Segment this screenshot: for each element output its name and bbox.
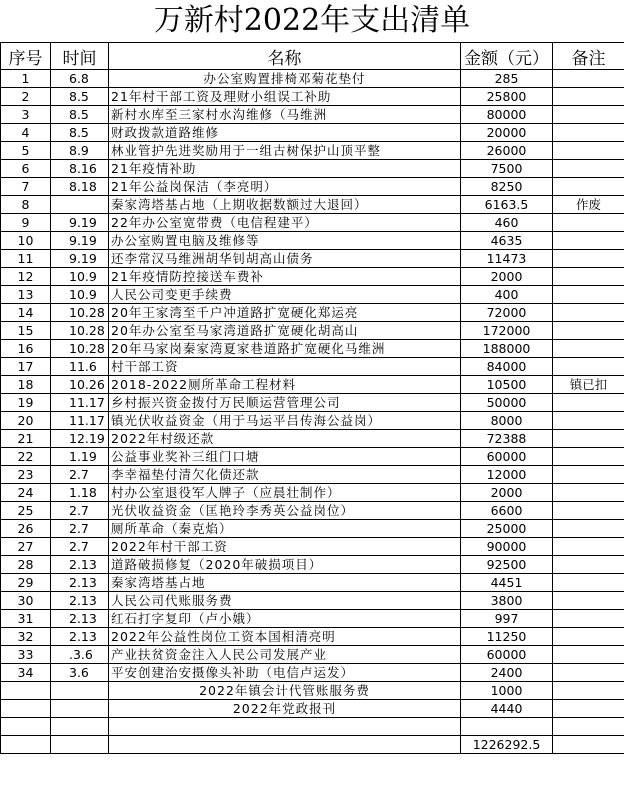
cell-amount: 460 (461, 214, 553, 232)
cell-name: 镇光伏收益资金（用于马运平吕传海公益岗） (109, 412, 461, 430)
cell-no: 7 (1, 178, 51, 196)
cell-date (51, 718, 109, 736)
cell-note (553, 520, 624, 538)
cell-no: 1 (1, 70, 51, 88)
cell-note: 镇已扣 (553, 376, 624, 394)
cell-amount: 6163.5 (461, 196, 553, 214)
cell-name: 产业扶贫资金注入人民公司发展产业 (109, 646, 461, 664)
cell-name: 20年马家岗秦家湾夏家巷道路扩宽硬化马维洲 (109, 340, 461, 358)
cell-note (553, 394, 624, 412)
cell-amount: 8000 (461, 412, 553, 430)
cell-no: 13 (1, 286, 51, 304)
header-no: 序号 (1, 43, 51, 70)
table-row (1, 394, 624, 412)
cell-note (553, 556, 624, 574)
cell-name: 21年村干部工资及理财小组误工补助 (109, 88, 461, 106)
cell-amount: 400 (461, 286, 553, 304)
cell-no: 6 (1, 160, 51, 178)
cell-no (1, 736, 51, 754)
table-row (1, 232, 624, 250)
table-row (1, 592, 624, 610)
cell-name: 公益事业奖补三组门口塘 (109, 448, 461, 466)
cell-note (553, 88, 624, 106)
cell-amount: 1000 (461, 682, 553, 700)
cell-no: 20 (1, 412, 51, 430)
cell-name: 红石打字复印（卢小娥） (109, 610, 461, 628)
table-row (1, 448, 624, 466)
table-row (1, 268, 624, 286)
cell-amount: 90000 (461, 538, 553, 556)
cell-name: 平安创建治安摄像头补助（电信卢运发） (109, 664, 461, 682)
cell-no: 30 (1, 592, 51, 610)
cell-no: 22 (1, 448, 51, 466)
cell-date: 2.13 (51, 628, 109, 646)
table-row (1, 664, 624, 682)
cell-name (109, 718, 461, 736)
cell-date: 3.6 (51, 664, 109, 682)
cell-no: 10 (1, 232, 51, 250)
cell-date: 1.19 (51, 448, 109, 466)
cell-date: 6.8 (51, 70, 109, 88)
cell-note (553, 538, 624, 556)
cell-amount: 60000 (461, 448, 553, 466)
cell-note (553, 250, 624, 268)
cell-date: 8.5 (51, 124, 109, 142)
cell-amount: 2000 (461, 268, 553, 286)
table-row (1, 340, 624, 358)
cell-date: 10.9 (51, 286, 109, 304)
cell-date: 9.19 (51, 232, 109, 250)
cell-no: 26 (1, 520, 51, 538)
table-row (1, 412, 624, 430)
table-row (1, 322, 624, 340)
header-name: 名称 (109, 43, 461, 70)
cell-no: 17 (1, 358, 51, 376)
cell-amount: 4440 (461, 700, 553, 718)
cell-note (553, 70, 624, 88)
cell-name: 村办公室退役军人牌子（应晨壮制作） (109, 484, 461, 502)
cell-no: 11 (1, 250, 51, 268)
cell-name: 村干部工资 (109, 358, 461, 376)
cell-amount: 3800 (461, 592, 553, 610)
cell-name: 林业管护先进奖励用于一组古树保护山顶平整 (109, 142, 461, 160)
table-row (1, 124, 624, 142)
cell-note (553, 268, 624, 286)
table-row (1, 376, 624, 394)
cell-date: 8.18 (51, 178, 109, 196)
cell-name: 办公室购置排椅邓菊花垫付 (109, 70, 461, 88)
cell-note: 作废 (553, 196, 624, 214)
cell-note (553, 448, 624, 466)
cell-name: 2022年村干部工资 (109, 538, 461, 556)
table-row (1, 430, 624, 448)
cell-no: 27 (1, 538, 51, 556)
table-row (1, 466, 624, 484)
cell-note (553, 592, 624, 610)
cell-no: 5 (1, 142, 51, 160)
cell-amount: 12000 (461, 466, 553, 484)
cell-date: 2.13 (51, 610, 109, 628)
page-title: 万新村2022年支出清单 (153, 3, 471, 38)
cell-amount: 2000 (461, 484, 553, 502)
cell-no: 34 (1, 664, 51, 682)
cell-date (51, 700, 109, 718)
table-row (1, 304, 624, 322)
cell-date: 10.28 (51, 322, 109, 340)
cell-amount: 8250 (461, 178, 553, 196)
cell-name: 秦家湾塔基占地（上期收据数额过大退回） (109, 196, 461, 214)
cell-no: 25 (1, 502, 51, 520)
cell-note (553, 232, 624, 250)
cell-name: 21年疫情补助 (109, 160, 461, 178)
cell-amount: 188000 (461, 340, 553, 358)
cell-note (553, 718, 624, 736)
cell-date: 12.19 (51, 430, 109, 448)
expense-table (0, 42, 624, 754)
table-row (1, 106, 624, 124)
table-row (1, 628, 624, 646)
table-row (1, 574, 624, 592)
table-row (1, 214, 624, 232)
cell-name: 2022年党政报刊 (109, 700, 461, 718)
cell-amount: 92500 (461, 556, 553, 574)
table-row (1, 250, 624, 268)
cell-amount: 80000 (461, 106, 553, 124)
cell-no: 28 (1, 556, 51, 574)
cell-date: 2.7 (51, 466, 109, 484)
cell-name: 光伏收益资金（匡艳玲李秀英公益岗位） (109, 502, 461, 520)
cell-amount: 11473 (461, 250, 553, 268)
cell-date: 10.28 (51, 304, 109, 322)
cell-note (553, 178, 624, 196)
cell-name: 办公室购置电脑及维修等 (109, 232, 461, 250)
cell-name: 22年办公室宽带费（电信程建平） (109, 214, 461, 232)
table-row (1, 286, 624, 304)
cell-name: 道路破损修复（2020年破损项目） (109, 556, 461, 574)
cell-date: 10.26 (51, 376, 109, 394)
cell-date: 2.7 (51, 520, 109, 538)
cell-no: 18 (1, 376, 51, 394)
table-row (1, 88, 624, 106)
cell-name: 2022年镇会计代管账服务费 (109, 682, 461, 700)
cell-name: 新村水库至三家村水沟维修（马维洲 (109, 106, 461, 124)
cell-date: 1.18 (51, 484, 109, 502)
cell-date: 9.19 (51, 214, 109, 232)
cell-no: 14 (1, 304, 51, 322)
cell-note (553, 160, 624, 178)
cell-note (553, 430, 624, 448)
cell-name: 2022年公益性岗位工资本国相清亮明 (109, 628, 461, 646)
table-row (1, 700, 624, 718)
cell-name: 人民公司变更手续费 (109, 286, 461, 304)
cell-amount: 72388 (461, 430, 553, 448)
table-row (1, 358, 624, 376)
cell-note (553, 358, 624, 376)
cell-no: 24 (1, 484, 51, 502)
cell-no: 2 (1, 88, 51, 106)
cell-no: 23 (1, 466, 51, 484)
cell-no (1, 700, 51, 718)
cell-no: 33 (1, 646, 51, 664)
cell-amount: 2400 (461, 664, 553, 682)
cell-date (51, 682, 109, 700)
cell-name: 21年公益岗保洁（李亮明） (109, 178, 461, 196)
cell-note (553, 682, 624, 700)
cell-date: 11.6 (51, 358, 109, 376)
cell-name: 李幸福垫付清欠化债还款 (109, 466, 461, 484)
cell-note (553, 664, 624, 682)
cell-note (553, 322, 624, 340)
cell-date: 2.13 (51, 574, 109, 592)
cell-note (553, 574, 624, 592)
cell-no (1, 682, 51, 700)
cell-name: 秦家湾塔基占地 (109, 574, 461, 592)
cell-no: 19 (1, 394, 51, 412)
cell-date: .3.6 (51, 646, 109, 664)
cell-date: 2.7 (51, 538, 109, 556)
cell-note (553, 412, 624, 430)
cell-amount: 4635 (461, 232, 553, 250)
cell-note (553, 466, 624, 484)
cell-note (553, 628, 624, 646)
cell-amount: 25800 (461, 88, 553, 106)
cell-no: 32 (1, 628, 51, 646)
table-row (1, 196, 624, 214)
cell-amount: 7500 (461, 160, 553, 178)
table-row (1, 556, 624, 574)
cell-no (1, 718, 51, 736)
cell-date: 8.9 (51, 142, 109, 160)
header-amount: 金额（元） (461, 43, 553, 70)
cell-amount (461, 718, 553, 736)
cell-name: 20年王家湾至千户冲道路扩宽硬化郑运亮 (109, 304, 461, 322)
cell-amount: 11250 (461, 628, 553, 646)
table-row (1, 610, 624, 628)
cell-amount: 997 (461, 610, 553, 628)
cell-note (553, 286, 624, 304)
cell-note (553, 700, 624, 718)
cell-amount: 285 (461, 70, 553, 88)
cell-note (553, 610, 624, 628)
table-row (1, 538, 624, 556)
cell-amount: 84000 (461, 358, 553, 376)
table-row (1, 502, 624, 520)
cell-name: 还李常汉马维洲胡华钊胡高山债务 (109, 250, 461, 268)
cell-no: 4 (1, 124, 51, 142)
cell-no: 12 (1, 268, 51, 286)
cell-no: 21 (1, 430, 51, 448)
cell-name: 20年办公室至马家湾道路扩宽硬化胡高山 (109, 322, 461, 340)
table-row (1, 484, 624, 502)
cell-note (553, 214, 624, 232)
cell-amount: 20000 (461, 124, 553, 142)
cell-date: 10.9 (51, 268, 109, 286)
cell-note (553, 646, 624, 664)
cell-date: 8.5 (51, 88, 109, 106)
cell-amount: 50000 (461, 394, 553, 412)
cell-note (553, 736, 624, 754)
cell-name: 21年疫情防控接送车费补 (109, 268, 461, 286)
cell-amount: 25000 (461, 520, 553, 538)
table-row (1, 718, 624, 736)
cell-date: 9.19 (51, 250, 109, 268)
cell-date (51, 196, 109, 214)
cell-no: 29 (1, 574, 51, 592)
cell-amount: 4451 (461, 574, 553, 592)
cell-date: 8.5 (51, 106, 109, 124)
cell-date: 11.17 (51, 394, 109, 412)
cell-amount: 1226292.5 (461, 736, 553, 754)
header-row (1, 43, 624, 70)
table-row (1, 736, 624, 754)
cell-amount: 6600 (461, 502, 553, 520)
cell-amount: 10500 (461, 376, 553, 394)
table-row (1, 70, 624, 88)
cell-no: 3 (1, 106, 51, 124)
cell-amount: 26000 (461, 142, 553, 160)
cell-amount: 172000 (461, 322, 553, 340)
cell-date: 2.13 (51, 592, 109, 610)
cell-note (553, 124, 624, 142)
table-row (1, 682, 624, 700)
cell-no: 9 (1, 214, 51, 232)
cell-date: 2.13 (51, 556, 109, 574)
cell-date: 2.7 (51, 502, 109, 520)
cell-note (553, 484, 624, 502)
cell-name: 2018-2022厕所革命工程材料 (109, 376, 461, 394)
cell-no: 8 (1, 196, 51, 214)
cell-no: 31 (1, 610, 51, 628)
table-row (1, 520, 624, 538)
cell-amount: 72000 (461, 304, 553, 322)
header-note: 备注 (553, 43, 624, 70)
cell-date: 11.17 (51, 412, 109, 430)
cell-name (109, 736, 461, 754)
table-row (1, 142, 624, 160)
table-row (1, 646, 624, 664)
cell-date: 8.16 (51, 160, 109, 178)
cell-note (553, 142, 624, 160)
cell-name: 财政拨款道路维修 (109, 124, 461, 142)
header-date: 时间 (51, 43, 109, 70)
table-row (1, 160, 624, 178)
cell-no: 15 (1, 322, 51, 340)
table-row (1, 178, 624, 196)
cell-note (553, 106, 624, 124)
cell-date (51, 736, 109, 754)
cell-no: 16 (1, 340, 51, 358)
cell-note (553, 340, 624, 358)
cell-amount: 60000 (461, 646, 553, 664)
cell-name: 人民公司代账服务费 (109, 592, 461, 610)
cell-name: 厕所革命（秦克焰） (109, 520, 461, 538)
cell-note (553, 502, 624, 520)
cell-note (553, 304, 624, 322)
cell-date: 10.28 (51, 340, 109, 358)
cell-name: 2022年村级还款 (109, 430, 461, 448)
cell-name: 乡村振兴资金拨付万民顺运营管理公司 (109, 394, 461, 412)
